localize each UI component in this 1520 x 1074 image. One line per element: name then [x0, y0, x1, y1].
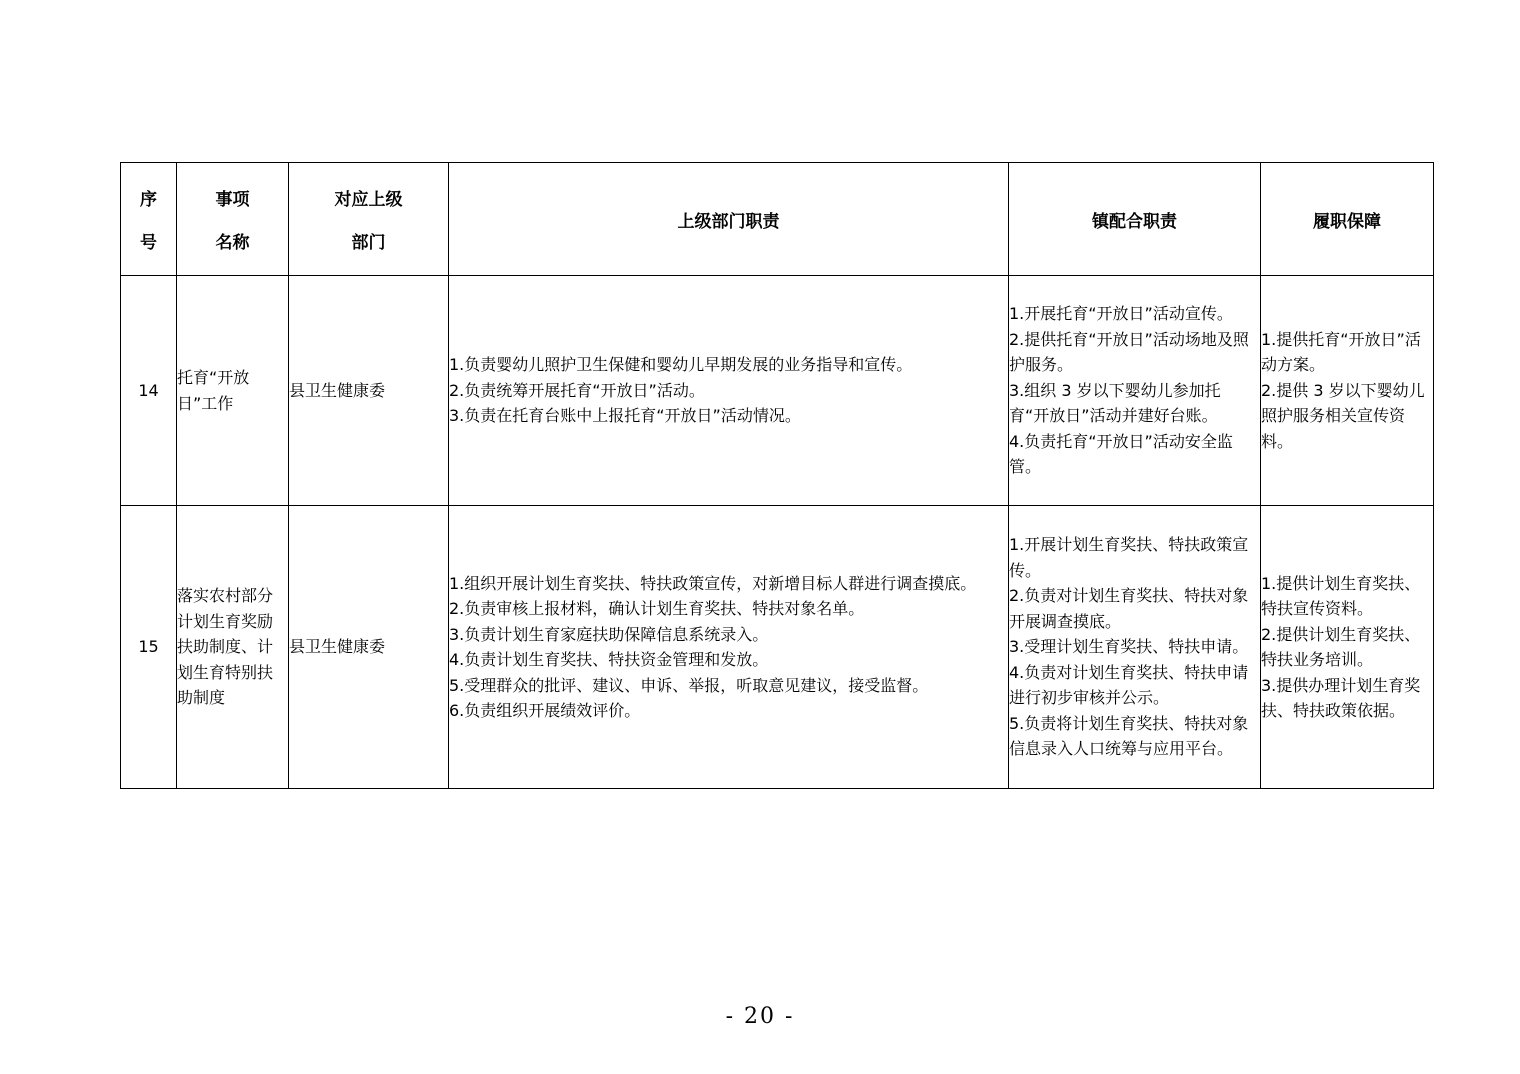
list-item: 4.负责对计划生育奖扶、特扶申请进行初步审核并公示。 — [1009, 662, 1249, 708]
row-upper-duty — [449, 276, 1009, 506]
header-guarantee: 履职保障 — [1261, 163, 1434, 276]
header-row — [121, 163, 1434, 276]
list-item: 3.负责计划生育家庭扶助保障信息系统录入。 — [449, 624, 769, 644]
list-item: 5.负责将计划生育奖扶、特扶对象信息录入人口统筹与应用平台。 — [1009, 713, 1249, 759]
list-item: 2.负责统筹开展托育“开放日”活动。 — [449, 380, 705, 400]
list-item: 1.组织开展计划生育奖扶、特扶政策宣传，对新增目标人群进行调查摸底。 — [449, 573, 977, 593]
row-item-name: 落实农村部分计划生育奖励扶助制度、计划生育特别扶助制度 — [177, 506, 289, 789]
row-guarantee — [1261, 506, 1434, 789]
list-item: 2.负责对计划生育奖扶、特扶对象开展调查摸底。 — [1009, 586, 1249, 631]
header-dept: 对应上级 部门 — [289, 163, 449, 276]
list-item: 4.负责托育“开放日”活动安全监管。 — [1009, 431, 1233, 477]
row-item-name: 托育“开放日”工作 — [177, 276, 289, 506]
row-upper-duty — [449, 506, 1009, 789]
row-seq: 14 — [121, 276, 177, 506]
list-item: 1.开展托育“开放日”活动宣传。 — [1009, 304, 1233, 324]
list-item: 1.提供计划生育奖扶、特扶宣传资料。 — [1261, 573, 1421, 618]
header-item-name: 事项 名称 — [177, 163, 289, 276]
row-dept: 县卫生健康委 — [289, 506, 449, 789]
list-item: 6.负责组织开展绩效评价。 — [449, 701, 641, 720]
list-item: 2.提供托育“开放日”活动场地及照护服务。 — [1009, 329, 1249, 375]
responsibility-table — [120, 162, 1434, 789]
list-item: 1.提供托育“开放日”活动方案。 — [1261, 329, 1421, 375]
row-guarantee — [1261, 276, 1434, 506]
row-town-duty — [1009, 276, 1261, 506]
page-number: - 20 - — [725, 1004, 795, 1029]
list-item: 2.提供计划生育奖扶、特扶业务培训。 — [1261, 624, 1421, 669]
table-row — [121, 506, 1434, 789]
row-dept: 县卫生健康委 — [289, 276, 449, 506]
table-row — [121, 276, 1434, 506]
list-item: 5.受理群众的批评、建议、申诉、举报，听取意见建议，接受监督。 — [449, 675, 929, 695]
list-item: 1.负责婴幼儿照护卫生保健和婴幼儿早期发展的业务指导和宣传。 — [449, 355, 913, 375]
list-item: 3.组织 3 岁以下婴幼儿参加托育“开放日”活动并建好台账。 — [1009, 380, 1221, 426]
list-item: 2.负责审核上报材料，确认计划生育奖扶、特扶对象名单。 — [449, 599, 865, 618]
list-item: 2.提供 3 岁以下婴幼儿照护服务相关宣传资料。 — [1261, 380, 1425, 451]
list-item: 4.负责计划生育奖扶、特扶资金管理和发放。 — [449, 650, 769, 669]
list-item: 1.开展计划生育奖扶、特扶政策宣传。 — [1009, 535, 1249, 580]
header-seq: 序 号 — [121, 163, 177, 276]
list-item: 3.负责在托育台账中上报托育“开放日”活动情况。 — [449, 406, 801, 426]
header-upper-duty: 上级部门职责 — [449, 163, 1009, 276]
list-item: 3.提供办理计划生育奖扶、特扶政策依据。 — [1261, 675, 1421, 720]
row-seq: 15 — [121, 506, 177, 789]
row-town-duty — [1009, 506, 1261, 789]
list-item: 3.受理计划生育奖扶、特扶申请。 — [1009, 637, 1249, 657]
header-town-duty: 镇配合职责 — [1009, 163, 1261, 276]
